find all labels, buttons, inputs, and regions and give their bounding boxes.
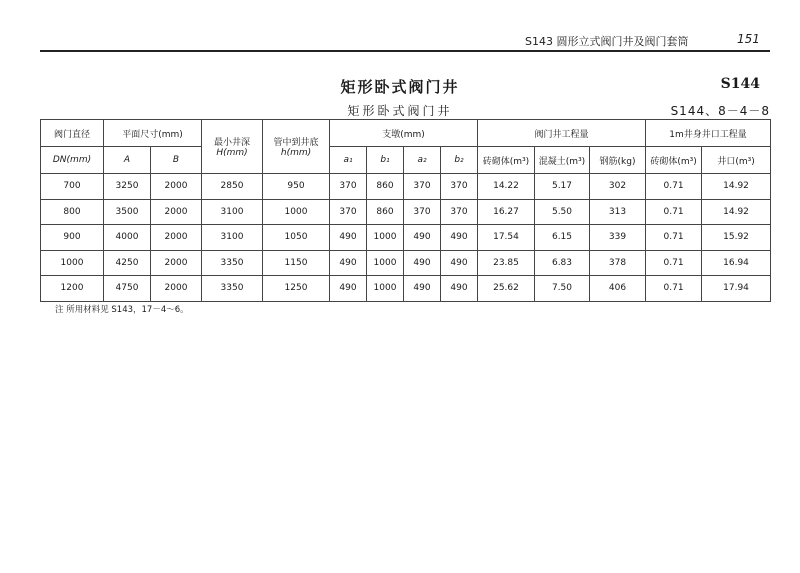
table-cell: 370 xyxy=(441,199,478,225)
table-cell: 2000 xyxy=(151,250,202,276)
table-cell: 860 xyxy=(367,199,404,225)
table-cell: 490 xyxy=(441,250,478,276)
table-cell: 2850 xyxy=(202,174,263,200)
header-pipe-to-bottom-label: 管中到井底 xyxy=(273,138,319,148)
table-cell: 370 xyxy=(330,199,367,225)
table-row xyxy=(41,276,771,302)
table-cell: 1000 xyxy=(367,276,404,302)
header-per-meter: 1m井身井口工程量 xyxy=(646,120,771,147)
table-cell: 490 xyxy=(404,225,441,251)
table-cell: 3350 xyxy=(202,250,263,276)
header-rule xyxy=(40,50,770,52)
header-b2: b₂ xyxy=(441,147,478,174)
header-a1: a₁ xyxy=(330,147,367,174)
table-cell: 1000 xyxy=(367,225,404,251)
table-cell: 0.71 xyxy=(646,174,702,200)
table-cell: 700 xyxy=(41,174,104,200)
header-support: 支墩(mm) xyxy=(330,120,478,147)
table-body xyxy=(41,174,771,302)
table-cell: 0.71 xyxy=(646,276,702,302)
valve-well-table xyxy=(40,119,771,302)
page-number: 151 xyxy=(737,32,760,46)
header-brick-per-m: 砖砌体(m³) xyxy=(646,147,702,174)
table-cell: 5.17 xyxy=(535,174,590,200)
table-cell: 490 xyxy=(330,276,367,302)
header-brick: 砖砌体(m³) xyxy=(478,147,535,174)
table-cell: 3100 xyxy=(202,199,263,225)
table-cell: 1000 xyxy=(41,250,104,276)
header-dn: DN(mm) xyxy=(41,147,104,174)
header-steel: 钢筋(kg) xyxy=(590,147,646,174)
table-row xyxy=(41,199,771,225)
footnote: 注 所用材料见 S143，17－4～6。 xyxy=(55,305,189,315)
header-pipe-to-bottom-unit: h(mm) xyxy=(280,148,312,158)
table-cell: 378 xyxy=(590,250,646,276)
table-cell: 0.71 xyxy=(646,250,702,276)
table-cell: 4000 xyxy=(104,225,151,251)
section-code: S144 xyxy=(720,76,760,92)
table-cell: 370 xyxy=(441,174,478,200)
table-cell: 25.62 xyxy=(478,276,535,302)
header-diameter: 阀门直径 xyxy=(41,120,104,147)
table-cell: 0.71 xyxy=(646,225,702,251)
header-plan-size: 平面尺寸(mm) xyxy=(104,120,202,147)
table-cell: 2000 xyxy=(151,199,202,225)
header-opening: 井口(m³) xyxy=(702,147,771,174)
header-min-depth xyxy=(202,120,263,174)
table-cell: 313 xyxy=(590,199,646,225)
table-cell: 16.27 xyxy=(478,199,535,225)
header-pipe-to-bottom xyxy=(263,120,330,174)
table-cell: 17.54 xyxy=(478,225,535,251)
table-cell: 302 xyxy=(590,174,646,200)
table-row xyxy=(41,174,771,200)
table-cell: 15.92 xyxy=(702,225,771,251)
table-cell: 3500 xyxy=(104,199,151,225)
table-cell: 490 xyxy=(330,250,367,276)
table-cell: 406 xyxy=(590,276,646,302)
table-cell: 6.83 xyxy=(535,250,590,276)
table-cell: 1250 xyxy=(263,276,330,302)
header-min-depth-unit: H(mm) xyxy=(216,148,248,158)
table-title: 矩形卧式阀门井 xyxy=(347,104,453,118)
table-reference: S144、8－4－8 xyxy=(670,104,770,118)
table-cell: 0.71 xyxy=(646,199,702,225)
table-cell: 860 xyxy=(367,174,404,200)
table-cell: 3350 xyxy=(202,276,263,302)
table-cell: 1000 xyxy=(367,250,404,276)
running-head: S143 圆形立式阀门井及阀门套筒 xyxy=(525,35,689,48)
table-cell: 370 xyxy=(404,174,441,200)
table-cell: 14.92 xyxy=(702,199,771,225)
table-cell: 14.22 xyxy=(478,174,535,200)
table-cell: 490 xyxy=(330,225,367,251)
table-row xyxy=(41,225,771,251)
table-cell: 339 xyxy=(590,225,646,251)
table-cell: 490 xyxy=(441,225,478,251)
table-cell: 800 xyxy=(41,199,104,225)
header-a: A xyxy=(104,147,151,174)
table-row xyxy=(41,250,771,276)
table-cell: 2000 xyxy=(151,174,202,200)
header-b1: b₁ xyxy=(367,147,404,174)
table-cell: 950 xyxy=(263,174,330,200)
table-cell: 1200 xyxy=(41,276,104,302)
table-cell: 6.15 xyxy=(535,225,590,251)
table-cell: 4750 xyxy=(104,276,151,302)
table-cell: 3100 xyxy=(202,225,263,251)
table-cell: 490 xyxy=(404,250,441,276)
table-cell: 23.85 xyxy=(478,250,535,276)
table-cell: 3250 xyxy=(104,174,151,200)
table-cell: 5.50 xyxy=(535,199,590,225)
table-cell: 1050 xyxy=(263,225,330,251)
table-cell: 17.94 xyxy=(702,276,771,302)
table-cell: 14.92 xyxy=(702,174,771,200)
header-b: B xyxy=(151,147,202,174)
header-concrete: 混凝土(m³) xyxy=(535,147,590,174)
table-cell: 490 xyxy=(404,276,441,302)
main-title: 矩形卧式阀门井 xyxy=(340,78,460,96)
table-cell: 490 xyxy=(441,276,478,302)
table-cell: 1150 xyxy=(263,250,330,276)
header-min-depth-label: 最小井深 xyxy=(213,138,250,148)
table-cell: 900 xyxy=(41,225,104,251)
header-quantity: 阀门井工程量 xyxy=(478,120,646,147)
table-cell: 7.50 xyxy=(535,276,590,302)
table-cell: 2000 xyxy=(151,276,202,302)
table-cell: 370 xyxy=(330,174,367,200)
table-cell: 2000 xyxy=(151,225,202,251)
table-cell: 1000 xyxy=(263,199,330,225)
table-cell: 16.94 xyxy=(702,250,771,276)
header-a2: a₂ xyxy=(404,147,441,174)
table-cell: 4250 xyxy=(104,250,151,276)
table-cell: 370 xyxy=(404,199,441,225)
